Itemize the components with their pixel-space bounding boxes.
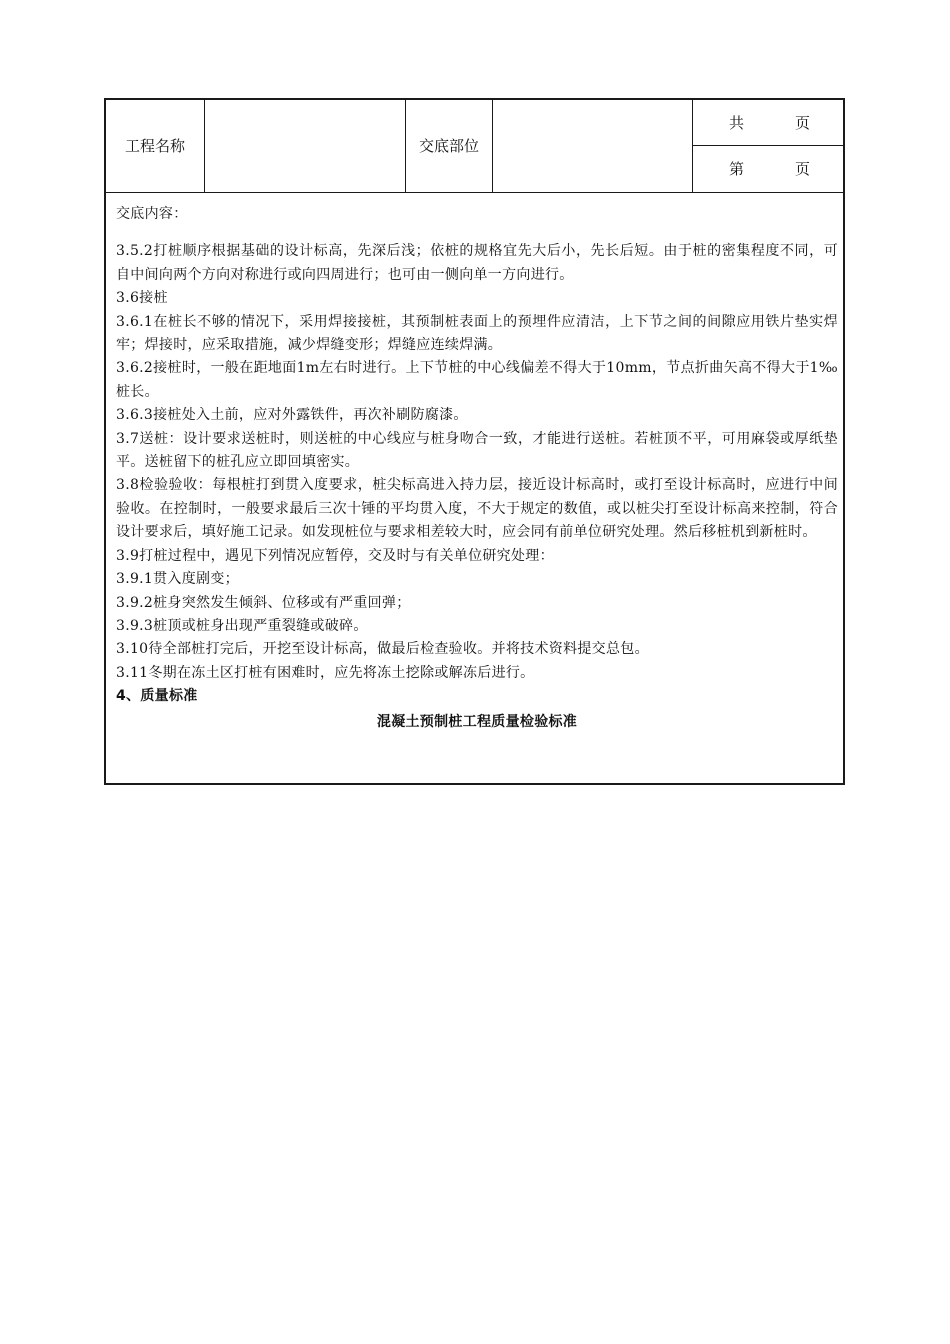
paragraph-3-5-2: 3.5.2打桩顺序根据基础的设计标高，先深后浅；依桩的规格宜先大后小，先长后短。由于桩的密集程度不同，可自中间向两个方向对称进行或向四周进行；也可由一侧向单一方向进行。 [116,243,838,283]
paragraph-3-11: 3.11冬期在冻土区打桩有困难时，应先将冻土挖除或解冻后进行。 [116,664,535,681]
page-count-cell [693,100,843,192]
paragraph-3-6: 3.6接桩 [116,290,168,307]
content-intro-label: 交底内容： [116,206,188,222]
total-pages-suffix: 页 [795,114,811,132]
page-number-prefix: 第 [729,160,745,178]
paragraph-3-6-1: 3.6.1在桩长不够的情况下，采用焊接接桩，其预制桩表面上的预埋件应清洁，上下节之间的间隙应用铁片垫实焊牢；焊接时，应采取措施，减少焊缝变形；焊缝应连续焊满。 [116,313,838,354]
paragraph-3-6-3: 3.6.3接桩处入土前，应对外露铁件，再次补刷防腐漆。 [116,407,468,424]
paragraph-3-9-3: 3.9.3桩顶或桩身出现严重裂缝或破碎。 [116,617,368,634]
project-name-value [205,100,406,192]
section-heading-quality-standard: 4、质量标准 [116,688,198,705]
paragraph-3-7: 3.7送桩：设计要求送桩时，则送桩的中心线应与桩身吻合一致，才能进行送桩。若桩顶不平，可用麻袋或厚纸垫平。送桩留下的桩孔应立即回填密实。 [116,430,838,471]
handover-part-value [493,100,693,192]
table-title: 混凝土预制桩工程质量检验标准 [376,713,578,730]
paragraph-3-9-2: 3.9.2桩身突然发生倾斜、位移或有严重回弹； [116,594,411,611]
handover-content [116,203,838,734]
handover-part-label: 交底部位 [406,100,493,192]
paragraph-3-8: 3.8检验验收：每根桩打到贯入度要求，桩尖标高进入持力层，接近设计标高时，或打至设计标高时，应进行中间验收。在控制时，一般要求最后三次十锤的平均贯入度，不大于规定的数值，或以桩尖打至设计标高来控制，符合设计要求后，填好施工记录。如发现桩位与要求相差较大时，应会同有前单位研究处理。然后移桩机到新桩时。 [116,477,838,541]
page-number-line [693,146,843,192]
total-pages-line [693,100,843,146]
handover-record-sheet [104,98,845,785]
paragraph-3-10: 3.10待全部桩打完后，开挖至设计标高，做最后检查验收。并将技术资料提交总包。 [116,641,649,658]
paragraph-3-6-2: 3.6.2接桩时，一般在距地面1m左右时进行。上下节桩的中心线偏差不得大于10mm，节点折曲矢高不得大于1‰桩长。 [116,360,838,400]
page-number-suffix: 页 [795,160,811,178]
header-row [106,100,843,193]
paragraph-3-9: 3.9打桩过程中，遇见下列情况应暂停，交及时与有关单位研究处理： [116,547,554,564]
project-name-label: 工程名称 [106,100,205,192]
paragraph-3-9-1: 3.9.1贯入度剧变； [116,571,239,588]
total-pages-prefix: 共 [729,114,745,132]
